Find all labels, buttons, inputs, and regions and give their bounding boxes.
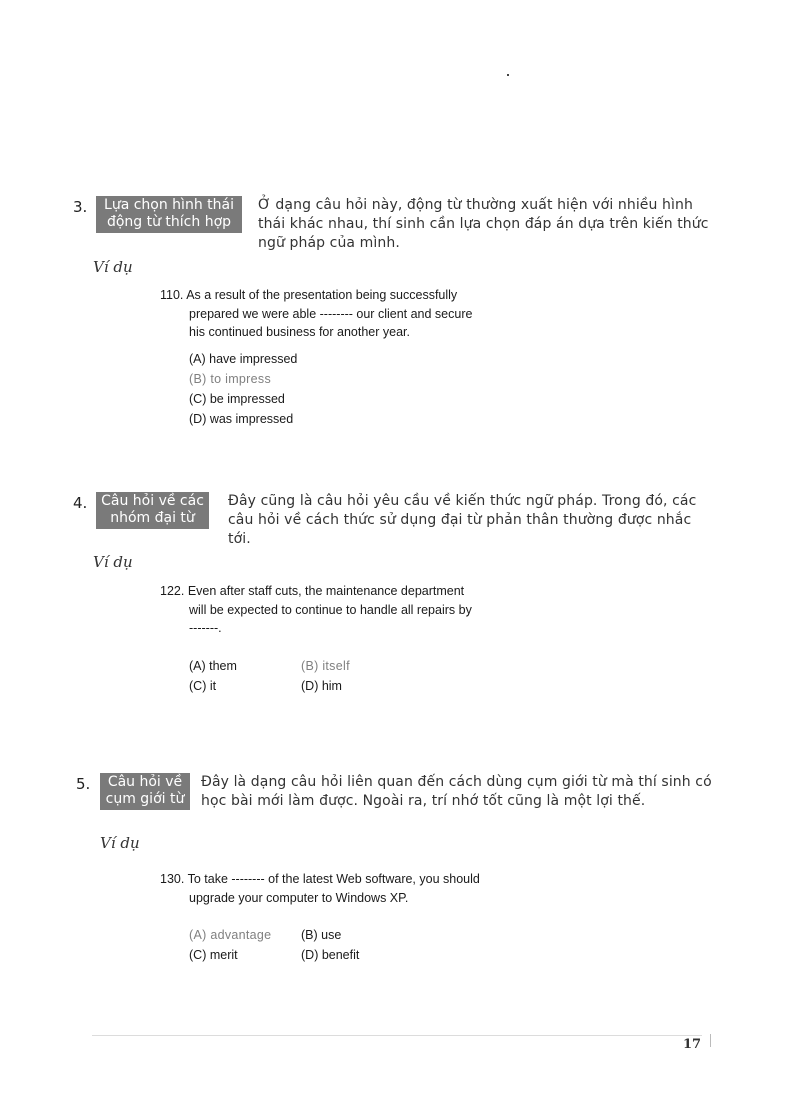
section-description: Đây cũng là câu hỏi yêu cầu về kiến thức ngữ pháp. Trong đó, các câu hỏi về cách thức sử dụng đại từ phản thân thường được nhắc tới. [228,493,697,547]
question-text: To take -------- of the latest Web software, you should [187,872,480,886]
question [160,582,520,638]
section-description: Đây là dạng câu hỏi liên quan đến cách dùng cụm giới từ mà thí sinh có học bài mới làm được. Ngoài ra, trí nhớ tốt cũng là một lợi thế. [201,774,712,809]
stray-mark [507,74,509,76]
question-line: -------. [189,621,222,635]
example-label: Ví dụ [93,553,133,571]
option-c: (C) it [189,679,217,693]
option-d: (D) benefit [301,948,360,962]
section-label [96,492,209,529]
footer-rule [92,1035,702,1036]
question-line: will be expected to continue to handle all repairs by [189,602,472,617]
option-b: (B) use [301,928,342,942]
option-d: (D) was impressed [189,412,294,426]
section-label-line: nhóm đại từ [110,510,195,526]
question-text: Even after staff cuts, the maintenance department [187,584,465,598]
section-number: 4. [73,494,88,512]
section-description: Ở dạng câu hỏi này, động từ thường xuất hiện với nhiều hình thái khác nhau, thí sinh cần lựa chọn đáp án dựa trên kiến thức ngữ pháp của mình. [258,197,709,251]
question-line: upgrade your computer to Windows XP. [189,890,409,905]
option-a: (A) them [189,659,237,673]
example-label: Ví dụ [100,834,140,852]
question-text: As a result of the presentation being successfully [186,288,458,302]
option-b-correct: (B) to impress [189,372,271,386]
answer-options [189,656,413,696]
option-a: (A) have impressed [189,352,298,366]
question [160,286,520,342]
section-label-line: Câu hỏi về các [101,493,204,509]
question-number: 122. [160,584,185,598]
question-line [160,870,520,889]
answer-options [189,349,297,429]
option-a-correct: (A) advantage [189,928,272,942]
question [160,870,520,907]
option-c: (C) be impressed [189,392,285,406]
option-b-correct: (B) itself [301,659,350,673]
option-c: (C) merit [189,948,238,962]
example-label: Ví dụ [93,258,133,276]
question-line [160,286,520,305]
section-number: 3. [73,198,88,216]
question-line [160,582,520,601]
option-d: (D) him [301,679,342,693]
section-label-line: Câu hỏi về [107,774,183,790]
page-number: 17 [683,1037,702,1052]
section-label-line: Lựa chọn hình thái [104,197,234,213]
section-label [96,196,242,233]
answer-options [189,925,413,965]
question-number: 110. [160,288,184,302]
section-label-line: động từ thích hợp [106,214,232,230]
section-label-line: cụm giới từ [105,791,185,807]
section-number: 5. [76,775,91,793]
question-number: 130. [160,872,185,886]
section-label [100,773,190,810]
question-line: his continued business for another year. [189,325,410,339]
question-line: prepared we were able -------- our client and secure [189,306,473,321]
footer-tick [710,1034,711,1047]
